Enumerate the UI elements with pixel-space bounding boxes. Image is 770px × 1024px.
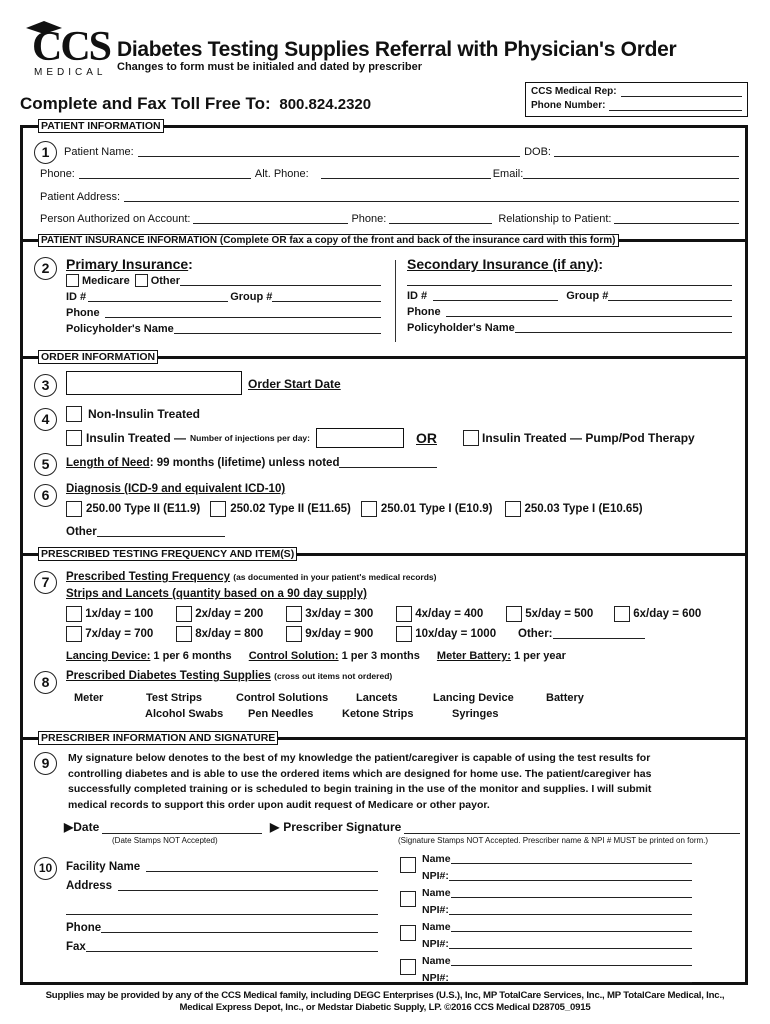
section-patient-title: PATIENT INFORMATION — [38, 119, 164, 133]
alt-phone-field[interactable] — [321, 168, 491, 179]
section-prescriber — [20, 731, 748, 745]
meter-battery-label: Meter Battery: — [436, 650, 511, 662]
supplies-note: (cross out items not ordered) — [274, 671, 393, 681]
other-insurance-field[interactable] — [180, 275, 381, 286]
freq-2x-checkbox[interactable] — [176, 606, 192, 622]
lancing-device-value: 1 per 6 months — [153, 650, 232, 662]
secondary-policyholder-label: Policyholder's Name — [407, 322, 515, 334]
section-insurance — [20, 233, 748, 247]
freq-6x-label: 6x/day = 600 — [633, 608, 702, 621]
rep-field[interactable] — [621, 86, 742, 97]
insulin-checkbox[interactable] — [66, 430, 82, 446]
dx-250-00-label: 250.00 Type II (E11.9) — [86, 503, 201, 515]
address-row — [40, 191, 739, 203]
authorized-phone-field[interactable] — [389, 213, 492, 224]
frequency-title: Prescribed Testing Frequency — [66, 571, 231, 583]
step-7-marker: 7 — [34, 571, 57, 594]
prescriber-3-npi-label: NPI#: — [422, 938, 449, 950]
prescriber-1-npi-field[interactable] — [449, 870, 692, 881]
lancing-device-label: Lancing Device: — [66, 650, 151, 662]
form-title: Diabetes Testing Supplies Referral with Physician's Order — [117, 38, 677, 61]
prescriber-2-checkbox[interactable] — [400, 891, 416, 907]
secondary-group-field[interactable] — [608, 290, 732, 301]
rep-label: CCS Medical Rep: — [531, 86, 617, 97]
date-row — [64, 820, 262, 834]
date-label: Date — [73, 820, 100, 834]
secondary-insurance — [407, 256, 732, 334]
prescriber-npi-list — [400, 853, 692, 989]
signature-arrow-icon: ▶ — [270, 820, 280, 834]
prescriber-2-npi-label: NPI#: — [422, 904, 449, 916]
order-start-date-box[interactable] — [66, 371, 242, 395]
facility-field[interactable] — [146, 861, 378, 872]
patient-name-field[interactable] — [138, 146, 520, 157]
dx-250-01-checkbox[interactable] — [361, 501, 377, 517]
fax-number: 800.824.2320 — [279, 96, 372, 113]
dx-250-01-label: 250.01 Type I (E10.9) — [380, 503, 493, 515]
step-5-marker: 5 — [34, 453, 57, 476]
prescriber-3-name-field[interactable] — [451, 921, 692, 932]
address-field[interactable] — [124, 191, 739, 202]
secondary-name-field[interactable] — [407, 275, 732, 286]
freq-4x-label: 4x/day = 400 — [415, 608, 484, 621]
non-insulin-label: Non-Insulin Treated — [88, 407, 201, 421]
secondary-phone-label: Phone — [407, 306, 441, 318]
pump-label: Insulin Treated — Pump/Pod Therapy — [482, 431, 695, 445]
freq-1x-label: 1x/day = 100 — [85, 608, 154, 621]
supply-pen-needles[interactable]: Pen Needles — [248, 708, 314, 720]
step-6-marker: 6 — [34, 484, 57, 507]
step-10-marker: 10 — [34, 857, 57, 880]
facility-fax-label: Fax — [66, 941, 86, 953]
secondary-policyholder-field[interactable] — [515, 322, 732, 333]
secondary-id-label: ID # — [407, 290, 428, 302]
statement-line-2: controlling diabetes and is able to use the ordered items which are designed for home use. The patient/caregiver has — [68, 767, 652, 780]
freq-6x-checkbox[interactable] — [614, 606, 630, 622]
facility-block — [66, 861, 378, 953]
length-of-need-field[interactable] — [339, 457, 437, 468]
prescriber-3-npi-field[interactable] — [449, 938, 692, 949]
or-label: OR — [416, 430, 437, 446]
medicare-label: Medicare — [82, 274, 130, 287]
primary-phone-field[interactable] — [105, 307, 381, 318]
prescriber-3-checkbox[interactable] — [400, 925, 416, 941]
phone-label: Phone: — [40, 168, 75, 180]
injections-label: Number of injections per day: — [190, 433, 310, 443]
rep-phone-field[interactable] — [609, 100, 742, 111]
supplies-title: Prescribed Diabetes Testing Supplies — [66, 670, 271, 682]
primary-insurance — [66, 256, 381, 335]
other-insurance-label: Other — [150, 274, 181, 287]
diagnosis-other-row — [66, 526, 225, 538]
prescriber-4-name-label: Name — [422, 955, 451, 967]
step-8-marker: 8 — [34, 671, 57, 694]
secondary-insurance-colon: : — [598, 256, 604, 272]
phone-field[interactable] — [79, 168, 251, 179]
prescriber-statement — [68, 751, 651, 813]
length-of-need-value: : 99 months (lifetime) unless noted — [149, 457, 340, 469]
email-label: Email: — [492, 168, 524, 180]
non-insulin-row — [66, 406, 200, 422]
ccs-logo — [22, 20, 114, 78]
authorized-label: Person Authorized on Account: — [40, 213, 191, 225]
non-insulin-checkbox[interactable] — [66, 406, 82, 422]
prescriber-1-name-field[interactable] — [451, 853, 692, 864]
dx-250-03-checkbox[interactable] — [505, 501, 521, 517]
statement-line-3: successfully completed training or is scheduled to begin training in the use of the monitor and supplies. I will submit — [68, 783, 652, 795]
primary-phone-label: Phone — [66, 307, 100, 319]
freq-other-field[interactable] — [553, 628, 645, 639]
fax-label: Complete and Fax Toll Free To: — [20, 94, 271, 113]
supply-alcohol-swabs[interactable]: Alcohol Swabs — [145, 708, 224, 720]
supply-lancets[interactable]: Lancets — [356, 692, 398, 704]
secondary-id-field[interactable] — [433, 290, 558, 301]
patient-name-label: Patient Name: — [64, 146, 134, 158]
alt-phone-label: Alt. Phone: — [254, 168, 309, 180]
freq-5x-label: 5x/day = 500 — [525, 608, 594, 621]
signature-note: (Signature Stamps NOT Accepted. Prescriber name & NPI # MUST be printed on form.) — [398, 836, 709, 845]
signature-field[interactable] — [404, 823, 740, 834]
insulin-row — [66, 428, 695, 448]
footer-line-2: Medical Express Depot, Inc., or Medstar Diabetic Supply, LP. ©2016 CCS Medical D28705_0915 — [179, 1002, 591, 1013]
facility-phone-label: Phone — [66, 922, 102, 934]
supplies-title-row — [66, 670, 392, 682]
supply-ketone-strips[interactable]: Ketone Strips — [342, 708, 414, 720]
signature-row — [270, 820, 740, 834]
prescriber-4-npi-field[interactable] — [449, 972, 692, 983]
strips-lancets-title: Strips and Lancets (quantity based on a 90 day supply) — [66, 588, 367, 600]
phone-row — [40, 168, 739, 180]
order-start-date-label: Order Start Date — [248, 377, 341, 391]
step-1-marker: 1 — [34, 141, 57, 164]
facility-address-label: Address — [66, 880, 113, 892]
rep-box — [525, 82, 748, 117]
primary-group-field[interactable] — [272, 291, 381, 302]
dx-250-00-checkbox[interactable] — [66, 501, 82, 517]
prescriber-2-name-label: Name — [422, 887, 451, 899]
primary-id-label: ID # — [66, 291, 87, 303]
facility-fax-field[interactable] — [86, 941, 378, 952]
prescriber-2-name-field[interactable] — [451, 887, 692, 898]
dx-250-02-label: 250.02 Type II (E11.65) — [230, 503, 351, 515]
step-4-marker: 4 — [34, 408, 57, 431]
primary-policyholder-field[interactable] — [174, 323, 381, 334]
step-3-marker: 3 — [34, 374, 57, 397]
insulin-label: Insulin Treated — — [86, 431, 187, 445]
meter-battery-value: 1 per year — [513, 650, 566, 662]
control-solution-value: 1 per 3 months — [341, 650, 420, 662]
prescriber-3-name-label: Name — [422, 921, 451, 933]
secondary-phone-field[interactable] — [446, 306, 732, 317]
prescriber-4-npi-label: NPI#: — [422, 972, 449, 984]
insurance-divider — [395, 260, 396, 342]
primary-group-label: Group # — [230, 291, 273, 303]
freq-9x-label: 9x/day = 900 — [305, 628, 374, 641]
diagnosis-options — [66, 501, 643, 517]
medicare-checkbox[interactable] — [66, 274, 79, 287]
freq-10x-label: 10x/day = 1000 — [415, 628, 497, 641]
section-insurance-title: PATIENT INSURANCE INFORMATION (Complete OR fax a copy of the front and back of the insurance card with this form) — [38, 234, 619, 247]
freq-7x-label: 7x/day = 700 — [85, 628, 154, 641]
primary-id-field[interactable] — [88, 291, 228, 302]
step-9-marker: 9 — [34, 752, 57, 775]
fax-instruction — [20, 94, 371, 114]
diagnosis-other-field[interactable] — [97, 526, 225, 537]
logo-subtext: MEDICAL — [34, 67, 107, 78]
supply-meter[interactable]: Meter — [74, 692, 104, 704]
supply-lancing-device[interactable]: Lancing Device — [433, 692, 514, 704]
freq-8x-label: 8x/day = 800 — [195, 628, 264, 641]
section-prescriber-title: PRESCRIBER INFORMATION AND SIGNATURE — [38, 731, 278, 745]
prescriber-1-npi-label: NPI#: — [422, 870, 449, 882]
freq-1x-checkbox[interactable] — [66, 606, 82, 622]
prescriber-4-name-field[interactable] — [451, 955, 692, 966]
section-patient — [20, 119, 748, 133]
statement-line-1: My signature below denotes to the best of my knowledge the patient/caregiver is capable of using the test results for — [68, 752, 651, 764]
section-prescribed-title: PRESCRIBED TESTING FREQUENCY AND ITEM(S) — [38, 547, 297, 561]
other-insurance-checkbox[interactable] — [135, 274, 148, 287]
accessories-row — [66, 650, 566, 662]
prescriber-entry — [400, 853, 692, 887]
freq-3x-checkbox[interactable] — [286, 606, 302, 622]
signature-label: Prescriber Signature — [283, 820, 402, 834]
step-2-marker: 2 — [34, 257, 57, 280]
rep-phone-label: Phone Number: — [531, 100, 606, 111]
address-label: Patient Address: — [40, 191, 121, 203]
primary-policyholder-label: Policyholder's Name — [66, 323, 174, 335]
prescriber-4-checkbox[interactable] — [400, 959, 416, 975]
date-note: (Date Stamps NOT Accepted) — [112, 836, 218, 845]
relationship-field[interactable] — [614, 213, 739, 224]
secondary-insurance-title: Secondary Insurance (if any) — [407, 256, 599, 272]
facility-label: Facility Name — [66, 861, 141, 873]
supply-test-strips[interactable]: Test Strips — [146, 692, 203, 704]
freq-9x-checkbox[interactable] — [286, 626, 302, 642]
injections-box[interactable] — [316, 428, 404, 448]
freq-7x-checkbox[interactable] — [66, 626, 82, 642]
prescriber-1-checkbox[interactable] — [400, 857, 416, 873]
dx-250-03-label: 250.03 Type I (E10.65) — [524, 503, 643, 515]
supply-control-solutions[interactable]: Control Solutions — [236, 692, 329, 704]
logo-text: CCS — [32, 24, 111, 70]
frequency-note: (as documented in your patient's medical records) — [233, 572, 437, 582]
footer — [0, 990, 770, 1014]
prescriber-entry — [400, 955, 692, 989]
facility-address-field[interactable] — [118, 880, 378, 891]
secondary-group-label: Group # — [566, 290, 609, 302]
freq-5x-checkbox[interactable] — [506, 606, 522, 622]
diagnosis-other-label: Other — [66, 526, 97, 538]
footer-line-1: Supplies may be provided by any of the CCS Medical family, including DEGC Enterprises (U.S.), Inc, MP TotalCare Services, Inc., MP TotalCare Medical, Inc., — [45, 990, 725, 1001]
length-of-need-row — [66, 457, 437, 469]
facility-phone-field[interactable] — [101, 922, 378, 933]
date-field[interactable] — [102, 823, 262, 834]
length-of-need-label: Length of Need — [66, 457, 150, 469]
authorized-field[interactable] — [193, 213, 348, 224]
authorized-row — [40, 213, 739, 225]
section-order-title: ORDER INFORMATION — [38, 350, 158, 364]
freq-other-label: Other: — [518, 628, 553, 640]
control-solution-label: Control Solution: — [248, 650, 339, 662]
dx-250-02-checkbox[interactable] — [210, 501, 226, 517]
section-order — [20, 350, 748, 364]
statement-line-4: medical records to support this order upon audit request of Medicare or other payor. — [68, 798, 490, 811]
patient-name-row — [64, 146, 739, 158]
dob-label: DOB: — [524, 146, 551, 158]
authorized-phone-label: Phone: — [351, 213, 387, 225]
supply-battery[interactable]: Battery — [546, 692, 584, 704]
prescriber-entry — [400, 887, 692, 921]
email-field[interactable] — [523, 168, 739, 179]
prescriber-entry — [400, 921, 692, 955]
freq-2x-label: 2x/day = 200 — [195, 608, 264, 621]
freq-10x-checkbox[interactable] — [396, 626, 412, 642]
diagnosis-title: Diagnosis (ICD-9 and equivalent ICD-10) — [66, 483, 286, 495]
facility-address-field-2[interactable] — [66, 904, 378, 915]
freq-3x-label: 3x/day = 300 — [305, 608, 374, 621]
section-prescribed — [20, 547, 748, 561]
form-subtitle: Changes to form must be initialed and dated by prescriber — [117, 61, 423, 73]
freq-8x-checkbox[interactable] — [176, 626, 192, 642]
primary-insurance-title: Primary Insurance — [66, 256, 189, 272]
frequency-title-row — [66, 571, 437, 583]
relationship-label: Relationship to Patient: — [498, 213, 612, 225]
dob-field[interactable] — [554, 146, 739, 157]
primary-insurance-colon: : — [188, 256, 193, 272]
prescriber-1-name-label: Name — [422, 853, 451, 865]
freq-4x-checkbox[interactable] — [396, 606, 412, 622]
pump-checkbox[interactable] — [463, 430, 479, 446]
supply-syringes[interactable]: Syringes — [452, 708, 499, 720]
date-arrow-icon: ▶ — [64, 820, 74, 834]
prescriber-2-npi-field[interactable] — [449, 904, 692, 915]
